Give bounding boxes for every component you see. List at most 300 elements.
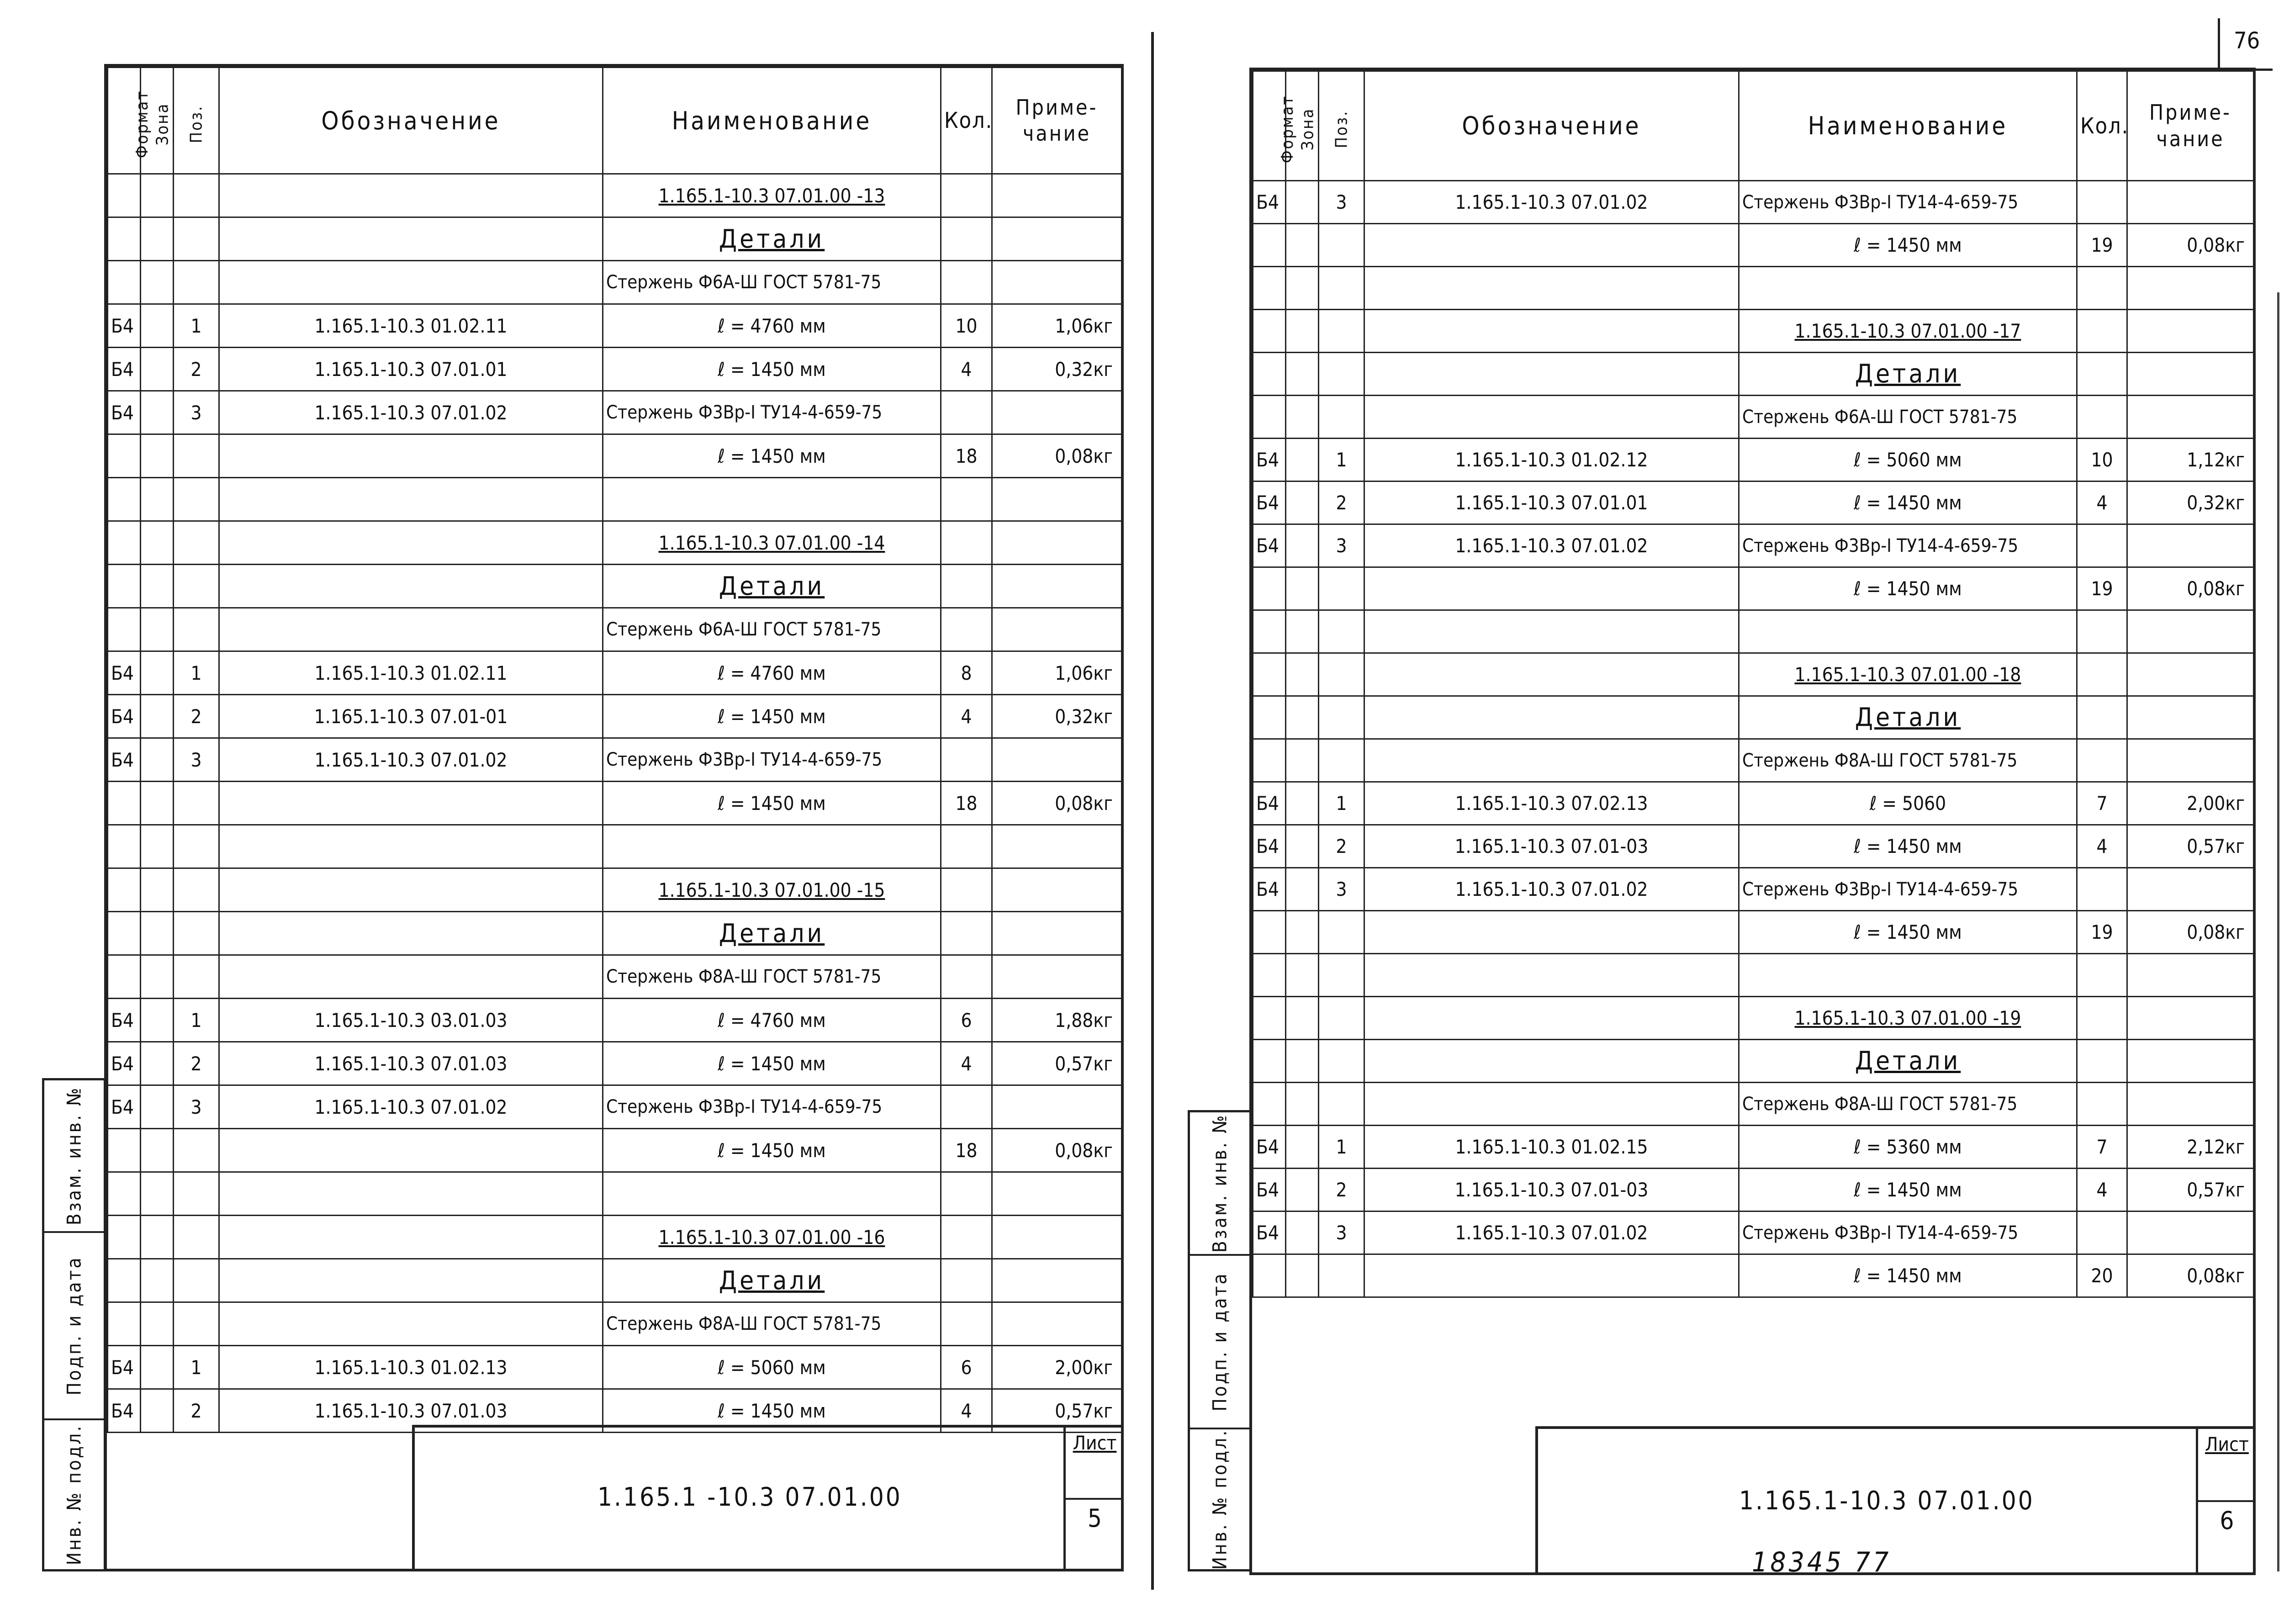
cell-note bbox=[2127, 396, 2254, 439]
cell-name: Стержень Ф3Вр-I ТУ14-4-659-75 bbox=[1739, 524, 2077, 567]
document-code: 1.165.1 -10.3 07.01.00 bbox=[597, 1482, 902, 1512]
cell-qty bbox=[2077, 181, 2127, 224]
cell-format bbox=[1253, 267, 1286, 310]
cell-designation bbox=[1364, 396, 1739, 439]
document-code: 1.165.1-10.3 07.01.00 bbox=[1739, 1486, 2035, 1516]
cell-name: Детали bbox=[603, 565, 941, 608]
cell-note: 0,08кг bbox=[992, 782, 1122, 825]
cell-qty bbox=[941, 174, 992, 217]
cell-qty: 10 bbox=[2077, 439, 2127, 481]
cell-pos: 1 bbox=[1319, 782, 1364, 825]
cell-qty: 18 bbox=[941, 1129, 992, 1172]
cell-name: 1.165.1-10.3 07.01.00 -15 bbox=[603, 868, 941, 912]
cell-note bbox=[2127, 1083, 2254, 1126]
cell-qty bbox=[941, 608, 992, 651]
cell-format bbox=[108, 1129, 141, 1172]
cell-format: Б4 bbox=[108, 1042, 141, 1085]
cell-name: ℓ = 1450 мм bbox=[603, 1129, 941, 1172]
side-label-inv-orig: Инв. № подл. bbox=[63, 1424, 85, 1566]
cell-designation: 1.165.1-10.3 07.02.13 bbox=[1364, 782, 1739, 825]
col-name: Наименование bbox=[603, 68, 941, 174]
col-format: Формат bbox=[108, 68, 141, 174]
cell-zone bbox=[141, 955, 174, 999]
cell-pos: 3 bbox=[1319, 1211, 1364, 1254]
cell-pos bbox=[174, 434, 219, 478]
cell-note: 1,88кг bbox=[992, 999, 1122, 1042]
cell-format bbox=[108, 434, 141, 478]
cell-pos: 2 bbox=[1319, 825, 1364, 868]
cell-designation bbox=[219, 261, 603, 304]
table-row bbox=[108, 825, 1122, 868]
cell-note bbox=[2127, 739, 2254, 782]
cell-note bbox=[992, 565, 1122, 608]
cell-format bbox=[1253, 1040, 1286, 1083]
cell-zone bbox=[1286, 567, 1319, 610]
cell-format: Б4 bbox=[1253, 524, 1286, 567]
col-qty: Кол. bbox=[941, 68, 992, 174]
table-row bbox=[1253, 911, 2254, 954]
cell-pos bbox=[174, 565, 219, 608]
cell-qty bbox=[941, 955, 992, 999]
cell-format bbox=[1253, 954, 1286, 997]
cell-name: ℓ = 1450 мм bbox=[1739, 481, 2077, 524]
cell-designation: 1.165.1-10.3 07.01-03 bbox=[1364, 825, 1739, 868]
cell-format: Б4 bbox=[108, 999, 141, 1042]
cell-note bbox=[992, 1302, 1122, 1346]
table-row bbox=[1253, 825, 2254, 868]
table-row bbox=[1253, 481, 2254, 524]
side-label-sign-date: Подп. и дата bbox=[63, 1256, 85, 1396]
cell-format: Б4 bbox=[1253, 1126, 1286, 1169]
col-note: Приме- чание bbox=[2127, 71, 2254, 181]
cell-note bbox=[992, 478, 1122, 521]
cell-qty bbox=[2077, 610, 2127, 653]
cell-designation: 1.165.1-10.3 01.02.15 bbox=[1364, 1126, 1739, 1169]
cell-format: Б4 bbox=[1253, 1211, 1286, 1254]
cell-note: 0,08кг bbox=[2127, 567, 2254, 610]
cell-note bbox=[2127, 868, 2254, 911]
cell-qty: 4 bbox=[2077, 481, 2127, 524]
cell-designation bbox=[1364, 1083, 1739, 1126]
table-row bbox=[1253, 1040, 2254, 1083]
cell-designation: 1.165.1-10.3 07.01.02 bbox=[1364, 524, 1739, 567]
table-row bbox=[1253, 353, 2254, 396]
cell-name bbox=[603, 478, 941, 521]
right-side-stamp bbox=[1188, 1110, 1252, 1571]
cell-format bbox=[1253, 610, 1286, 653]
cell-designation: 1.165.1-10.3 01.02.11 bbox=[219, 304, 603, 348]
table-row bbox=[1253, 954, 2254, 997]
cell-pos bbox=[1319, 224, 1364, 267]
cell-pos: 2 bbox=[174, 1389, 219, 1433]
cell-qty bbox=[2077, 1211, 2127, 1254]
cell-qty bbox=[941, 1085, 992, 1129]
cell-zone bbox=[141, 434, 174, 478]
cell-qty bbox=[941, 1302, 992, 1346]
cell-qty: 8 bbox=[941, 651, 992, 695]
cell-zone bbox=[1286, 1169, 1319, 1211]
cell-format: Б4 bbox=[1253, 1169, 1286, 1211]
cell-note bbox=[992, 1085, 1122, 1129]
cell-pos bbox=[174, 478, 219, 521]
cell-designation: 1.165.1-10.3 07.01.01 bbox=[1364, 481, 1739, 524]
cell-designation bbox=[1364, 224, 1739, 267]
cell-pos: 2 bbox=[1319, 481, 1364, 524]
cell-name: ℓ = 1450 мм bbox=[603, 695, 941, 738]
cell-designation: 1.165.1-10.3 01.02.13 bbox=[219, 1346, 603, 1389]
cell-zone bbox=[141, 348, 174, 391]
cell-qty bbox=[941, 391, 992, 434]
cell-note bbox=[992, 955, 1122, 999]
cell-designation: 1.165.1-10.3 07.01.01 bbox=[219, 348, 603, 391]
cell-designation bbox=[219, 1172, 603, 1216]
cell-note bbox=[2127, 696, 2254, 739]
cell-designation bbox=[1364, 267, 1739, 310]
side-label-replace-inv: Взам. инв. № bbox=[1208, 1113, 1231, 1253]
col-zone: Зона bbox=[1286, 71, 1319, 181]
table-row bbox=[108, 521, 1122, 565]
cell-name: ℓ = 1450 мм bbox=[603, 1389, 941, 1433]
cell-name: Стержень Ф3Вр-I ТУ14-4-659-75 bbox=[603, 391, 941, 434]
cell-zone bbox=[141, 825, 174, 868]
cell-designation bbox=[219, 565, 603, 608]
cell-designation bbox=[1364, 696, 1739, 739]
cell-designation: 1.165.1-10.3 07.01-03 bbox=[1364, 1169, 1739, 1211]
cell-zone bbox=[1286, 267, 1319, 310]
cell-format bbox=[108, 174, 141, 217]
cell-zone bbox=[1286, 481, 1319, 524]
cell-zone bbox=[141, 1129, 174, 1172]
page-corner-number: 76 bbox=[2234, 27, 2260, 54]
cell-qty bbox=[2077, 954, 2127, 997]
cell-name: ℓ = 1450 мм bbox=[603, 782, 941, 825]
cell-designation: 1.165.1-10.3 07.01.02 bbox=[219, 1085, 603, 1129]
side-cell-replace-inv bbox=[44, 1080, 104, 1231]
side-cell-sign-date bbox=[44, 1231, 104, 1418]
cell-note bbox=[992, 391, 1122, 434]
cell-note: 1,06кг bbox=[992, 304, 1122, 348]
cell-qty bbox=[2077, 653, 2127, 696]
cell-qty bbox=[2077, 1040, 2127, 1083]
cell-zone bbox=[1286, 1040, 1319, 1083]
right-specification-sheet bbox=[1249, 68, 2256, 1575]
cell-pos bbox=[174, 1259, 219, 1302]
table-row bbox=[108, 1129, 1122, 1172]
left-specification-sheet bbox=[104, 64, 1124, 1571]
cell-format bbox=[1253, 997, 1286, 1040]
cell-format: Б4 bbox=[108, 1389, 141, 1433]
cell-name: ℓ = 5060 bbox=[1739, 782, 2077, 825]
cell-format bbox=[1253, 696, 1286, 739]
cell-zone bbox=[1286, 396, 1319, 439]
cell-note: 1,06кг bbox=[992, 651, 1122, 695]
table-row bbox=[108, 217, 1122, 261]
cell-pos bbox=[174, 608, 219, 651]
table-row bbox=[108, 1302, 1122, 1346]
cell-zone bbox=[1286, 610, 1319, 653]
cell-name: ℓ = 5060 мм bbox=[603, 1346, 941, 1389]
cell-format bbox=[108, 955, 141, 999]
table-row bbox=[108, 695, 1122, 738]
table-row bbox=[1253, 1169, 2254, 1211]
cell-note bbox=[992, 174, 1122, 217]
cell-note: 0,08кг bbox=[2127, 1254, 2254, 1297]
col-designation: Обозначение bbox=[219, 68, 603, 174]
cell-name: ℓ = 1450 мм bbox=[1739, 1169, 2077, 1211]
table-row bbox=[108, 348, 1122, 391]
side-label-replace-inv: Взам. инв. № bbox=[63, 1086, 85, 1226]
cell-name: Стержень Ф8А-Ш ГОСТ 5781-75 bbox=[1739, 739, 2077, 782]
cell-designation bbox=[219, 174, 603, 217]
cell-name: ℓ = 1450 мм bbox=[1739, 911, 2077, 954]
cell-zone bbox=[141, 999, 174, 1042]
cell-pos bbox=[1319, 739, 1364, 782]
cell-qty bbox=[2077, 524, 2127, 567]
sheet-number: 6 bbox=[2220, 1506, 2234, 1535]
table-row bbox=[108, 304, 1122, 348]
cell-note: 0,32кг bbox=[992, 695, 1122, 738]
side-cell-inv-orig bbox=[44, 1418, 104, 1569]
cell-note: 2,00кг bbox=[992, 1346, 1122, 1389]
cell-pos: 2 bbox=[174, 348, 219, 391]
cell-designation bbox=[1364, 997, 1739, 1040]
table-row bbox=[108, 1216, 1122, 1259]
table-row bbox=[1253, 739, 2254, 782]
table-row bbox=[1253, 1083, 2254, 1126]
cell-format bbox=[1253, 353, 1286, 396]
cell-note bbox=[2127, 997, 2254, 1040]
cell-pos: 1 bbox=[1319, 1126, 1364, 1169]
cell-designation: 1.165.1-10.3 07.01.02 bbox=[219, 738, 603, 782]
cell-name: ℓ = 1450 мм bbox=[1739, 1254, 2077, 1297]
cell-zone bbox=[141, 1346, 174, 1389]
cell-designation bbox=[219, 825, 603, 868]
corner-frame-vertical bbox=[2218, 18, 2220, 69]
cell-zone bbox=[1286, 696, 1319, 739]
cell-designation: 1.165.1-10.3 07.01.03 bbox=[219, 1389, 603, 1433]
cell-zone bbox=[1286, 911, 1319, 954]
cell-name bbox=[603, 1172, 941, 1216]
side-label-inv-orig: Инв. № подл. bbox=[1208, 1428, 1231, 1570]
specification-rows bbox=[108, 174, 1122, 1433]
cell-format: Б4 bbox=[108, 304, 141, 348]
cell-pos: 2 bbox=[1319, 1169, 1364, 1211]
cell-format: Б4 bbox=[1253, 181, 1286, 224]
cell-zone bbox=[1286, 439, 1319, 481]
cell-qty: 6 bbox=[941, 1346, 992, 1389]
cell-qty: 4 bbox=[941, 1389, 992, 1433]
cell-designation: 1.165.1-10.3 01.02.11 bbox=[219, 651, 603, 695]
cell-format bbox=[1253, 911, 1286, 954]
table-row bbox=[1253, 610, 2254, 653]
table-row bbox=[108, 1085, 1122, 1129]
cell-qty: 19 bbox=[2077, 567, 2127, 610]
cell-qty bbox=[2077, 1083, 2127, 1126]
cell-qty: 20 bbox=[2077, 1254, 2127, 1297]
cell-name: Стержень Ф3Вр-I ТУ14-4-659-75 bbox=[603, 738, 941, 782]
cell-format bbox=[108, 1259, 141, 1302]
cell-designation bbox=[219, 1302, 603, 1346]
cell-format bbox=[108, 217, 141, 261]
cell-name: ℓ = 5360 мм bbox=[1739, 1126, 2077, 1169]
sheet-label: Лист bbox=[1066, 1428, 1124, 1500]
cell-pos bbox=[1319, 353, 1364, 396]
cell-format: Б4 bbox=[108, 1085, 141, 1129]
cell-note bbox=[2127, 1040, 2254, 1083]
cell-zone bbox=[141, 1302, 174, 1346]
cell-zone bbox=[1286, 739, 1319, 782]
cell-zone bbox=[141, 1172, 174, 1216]
cell-zone bbox=[141, 174, 174, 217]
cell-zone bbox=[141, 912, 174, 955]
cell-format: Б4 bbox=[1253, 439, 1286, 481]
cell-qty bbox=[941, 738, 992, 782]
cell-format: Б4 bbox=[108, 348, 141, 391]
cell-format bbox=[108, 912, 141, 955]
cell-zone bbox=[1286, 653, 1319, 696]
cell-qty: 7 bbox=[2077, 782, 2127, 825]
cell-designation bbox=[1364, 310, 1739, 353]
cell-note bbox=[992, 521, 1122, 565]
handwritten-note: 18345 77 bbox=[1752, 1546, 1892, 1578]
cell-zone bbox=[141, 651, 174, 695]
table-row bbox=[108, 174, 1122, 217]
table-row bbox=[1253, 396, 2254, 439]
cell-name: 1.165.1-10.3 07.01.00 -18 bbox=[1739, 653, 2077, 696]
cell-pos bbox=[1319, 310, 1364, 353]
cell-note bbox=[2127, 310, 2254, 353]
cell-qty: 4 bbox=[941, 1042, 992, 1085]
cell-format: Б4 bbox=[108, 651, 141, 695]
cell-zone bbox=[141, 868, 174, 912]
cell-qty bbox=[941, 912, 992, 955]
cell-format bbox=[1253, 396, 1286, 439]
cell-format bbox=[1253, 310, 1286, 353]
col-qty: Кол. bbox=[2077, 71, 2127, 181]
cell-zone bbox=[141, 1042, 174, 1085]
cell-pos: 3 bbox=[174, 1085, 219, 1129]
table-row bbox=[108, 478, 1122, 521]
cell-qty: 19 bbox=[2077, 911, 2127, 954]
cell-designation bbox=[219, 868, 603, 912]
cell-zone bbox=[1286, 310, 1319, 353]
cell-designation bbox=[1364, 739, 1739, 782]
sheet-number: 5 bbox=[1088, 1503, 1102, 1533]
table-row bbox=[1253, 181, 2254, 224]
cell-qty bbox=[2077, 868, 2127, 911]
table-row bbox=[1253, 224, 2254, 267]
cell-format: Б4 bbox=[108, 738, 141, 782]
cell-pos bbox=[174, 217, 219, 261]
col-name: Наименование bbox=[1739, 71, 2077, 181]
cell-name: Стержень Ф8А-Ш ГОСТ 5781-75 bbox=[603, 1302, 941, 1346]
cell-zone bbox=[1286, 524, 1319, 567]
cell-note bbox=[2127, 610, 2254, 653]
cell-zone bbox=[141, 478, 174, 521]
cell-name bbox=[603, 825, 941, 868]
cell-zone bbox=[1286, 868, 1319, 911]
cell-qty bbox=[941, 825, 992, 868]
cell-format: Б4 bbox=[108, 1346, 141, 1389]
cell-qty: 4 bbox=[941, 695, 992, 738]
cell-note bbox=[2127, 1211, 2254, 1254]
cell-zone bbox=[1286, 954, 1319, 997]
table-row bbox=[1253, 1126, 2254, 1169]
cell-format: Б4 bbox=[1253, 782, 1286, 825]
cell-format bbox=[108, 1302, 141, 1346]
cell-note: 0,32кг bbox=[2127, 481, 2254, 524]
cell-zone bbox=[1286, 1126, 1319, 1169]
cell-note bbox=[992, 912, 1122, 955]
cell-pos bbox=[174, 1129, 219, 1172]
cell-name: Стержень Ф3Вр-I ТУ14-4-659-75 bbox=[1739, 868, 2077, 911]
table-row bbox=[1253, 997, 2254, 1040]
cell-note bbox=[992, 608, 1122, 651]
cell-designation: 1.165.1-10.3 07.01.02 bbox=[1364, 181, 1739, 224]
cell-format: Б4 bbox=[108, 695, 141, 738]
cell-note: 0,57кг bbox=[992, 1042, 1122, 1085]
cell-pos: 3 bbox=[1319, 181, 1364, 224]
sheet-label: Лист bbox=[2198, 1429, 2256, 1502]
cell-qty: 4 bbox=[941, 348, 992, 391]
cell-note: 0,08кг bbox=[992, 434, 1122, 478]
cell-format bbox=[1253, 567, 1286, 610]
table-row bbox=[1253, 567, 2254, 610]
cell-pos: 2 bbox=[174, 1042, 219, 1085]
cell-note bbox=[992, 1172, 1122, 1216]
cell-designation bbox=[219, 1129, 603, 1172]
cell-format: Б4 bbox=[1253, 825, 1286, 868]
cell-pos bbox=[174, 174, 219, 217]
cell-note: 0,32кг bbox=[992, 348, 1122, 391]
sheet-number-box bbox=[1063, 1428, 1124, 1571]
cell-format: Б4 bbox=[108, 391, 141, 434]
specification-rows bbox=[1253, 181, 2254, 1297]
cell-name: ℓ = 1450 мм bbox=[603, 434, 941, 478]
cell-designation bbox=[1364, 1254, 1739, 1297]
cell-pos bbox=[174, 521, 219, 565]
cell-designation bbox=[1364, 911, 1739, 954]
side-cell-replace-inv bbox=[1190, 1112, 1249, 1254]
cell-pos bbox=[174, 261, 219, 304]
cell-zone bbox=[1286, 1083, 1319, 1126]
cell-qty bbox=[941, 521, 992, 565]
cell-zone bbox=[141, 695, 174, 738]
title-block bbox=[412, 1425, 1124, 1571]
table-row bbox=[108, 651, 1122, 695]
cell-name: Стержень Ф6А-Ш ГОСТ 5781-75 bbox=[603, 261, 941, 304]
cell-zone bbox=[141, 608, 174, 651]
cell-designation bbox=[219, 1216, 603, 1259]
cell-qty bbox=[2077, 739, 2127, 782]
cell-note bbox=[2127, 353, 2254, 396]
cell-name: Стержень Ф3Вр-I ТУ14-4-659-75 bbox=[1739, 181, 2077, 224]
cell-qty bbox=[2077, 396, 2127, 439]
cell-pos bbox=[174, 955, 219, 999]
cell-name: Стержень Ф6А-Ш ГОСТ 5781-75 bbox=[1739, 396, 2077, 439]
table-row bbox=[1253, 1211, 2254, 1254]
cell-name: ℓ = 1450 мм bbox=[1739, 825, 2077, 868]
cell-qty bbox=[941, 478, 992, 521]
cell-pos: 3 bbox=[1319, 868, 1364, 911]
cell-designation bbox=[219, 1259, 603, 1302]
cell-name: 1.165.1-10.3 07.01.00 -16 bbox=[603, 1216, 941, 1259]
table-row bbox=[1253, 696, 2254, 739]
cell-note bbox=[2127, 524, 2254, 567]
table-row bbox=[108, 738, 1122, 782]
cell-qty: 19 bbox=[2077, 224, 2127, 267]
left-side-stamp bbox=[42, 1078, 106, 1571]
